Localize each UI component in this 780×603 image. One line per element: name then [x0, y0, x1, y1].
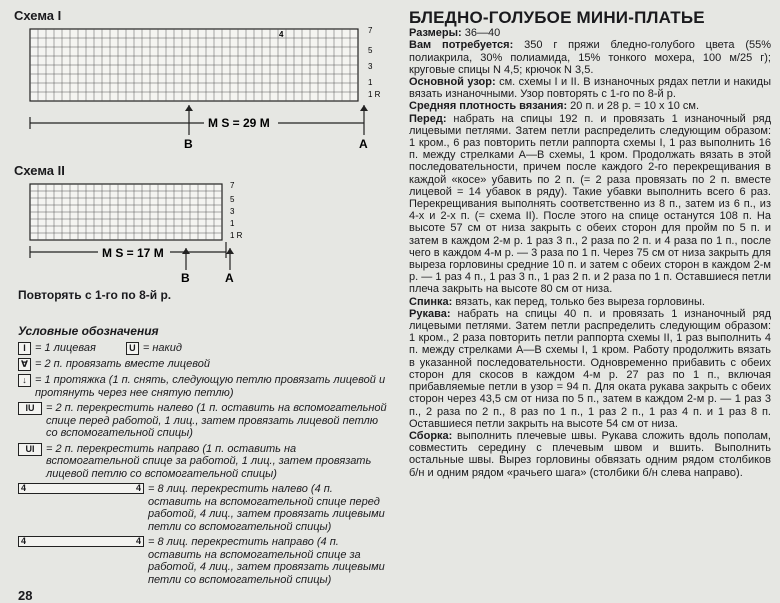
legend-text: = 8 лиц. перекрестить налево (4 п. оставить на вспомогательной спице перед работой, 4 лиц., затем провязать лицевыми петли со вспомогательной спицы) — [148, 483, 385, 533]
legend-row-cross-right-2 — [18, 443, 389, 481]
legend-text: = 2 п. перекрестить направо (1 п. оставить на вспомогательной спице за работой, 1 лиц., затем провязать лицевой петлю со вспомогательной спицы) — [46, 442, 372, 480]
section-materials — [409, 39, 771, 76]
section-main-pattern — [409, 76, 771, 100]
repeat-instruction: Повторять с 1-го по 8-й р. — [18, 288, 172, 302]
section-front — [409, 113, 771, 296]
legend-row-k2tog — [18, 358, 389, 371]
instructions-column — [401, 8, 772, 479]
legend-row-cross-left-2 — [18, 402, 389, 440]
k2tog-icon: ∀ — [18, 358, 31, 371]
legend-text: = 8 лиц. перекрестить направо (4 п. оставить на вспомогательной спице за работой, 4 лиц., затем провязать лицевыми петли со вспомогательной спицы) — [148, 536, 385, 586]
section-heading: Перед: — [409, 112, 447, 125]
cross-left-2-icon: IU — [18, 402, 42, 415]
page-number: 28 — [18, 588, 33, 603]
scheme-2-row-label: 7 — [230, 181, 235, 190]
section-back — [409, 296, 771, 308]
scheme-2-chart — [14, 180, 389, 284]
section-assembly — [409, 430, 771, 479]
scheme-2-label-a: A — [225, 271, 234, 284]
scheme-1-label-a: A — [359, 137, 368, 151]
legend-row-knit-and-yo — [18, 342, 389, 355]
legend-row-cable-left-8 — [18, 483, 389, 533]
scheme-1-row-label: 7 — [368, 26, 373, 35]
legend-row-skp — [18, 374, 389, 399]
legend-text: = 1 лицевая — [35, 342, 96, 354]
scheme-2-label-b: B — [181, 271, 190, 284]
scheme-2-row-label: 1 — [230, 219, 235, 228]
section-heading: Размеры: — [409, 27, 462, 40]
section-heading: Сборка: — [409, 429, 453, 442]
legend-text: = 1 протяжка (1 п. снять, следующую петлю провязать лицевой и протянуть через нее снятую петлю) — [35, 374, 386, 399]
skp-decrease-icon: ↓ — [18, 374, 31, 387]
charts-column — [14, 8, 389, 589]
scheme-1-row-label: 1 — [368, 78, 373, 87]
section-heading: Вам потребуется: — [409, 39, 514, 52]
scheme-1-chart — [14, 25, 389, 151]
section-sleeves — [409, 308, 771, 430]
section-text: 36—40 — [461, 27, 501, 40]
legend-text: = 2 п. перекрестить налево (1 п. оставить на вспомогательной спице перед работой, 1 лиц., затем провязать лицевой петлю со вспомогательной спицы) — [46, 402, 387, 439]
scheme-2-ms-line — [14, 242, 254, 284]
yarn-over-icon: U — [126, 342, 139, 355]
scheme-1-cable-count: 4 — [279, 30, 284, 39]
section-text: 350 г пряжи бледно-голубого цвета (55% полиакрила, 30% полиамида, 15% тонкого мохера, 100 м/25 г); круговые спицы N 4,5; крючок N 3,5. — [409, 39, 771, 76]
cross-right-2-icon: UI — [18, 443, 42, 456]
pattern-title: БЛЕДНО-ГОЛУБОЕ МИНИ-ПЛАТЬЕ — [409, 8, 705, 27]
section-text: выполнить плечевые швы. Рукава сложить вдоль пополам, совместить середину с плечевым швом и вшить. Выполнить остальные швы. Вырез горловины обвязать одним рядом столбиков б/н и одним рядом «рачьего шага» (столбики б/н слева направо). — [409, 429, 771, 479]
section-heading: Средняя плотность вязания: — [409, 100, 568, 113]
section-text: набрать на спицы 192 п. и провязать 1 изнаночный ряд лицевыми петлями. Затем петли распределить следующим образом: 1 кром., 6 раз повторить петли раппорта схемы I, 1 раз выполнить 16 п. между стрелками А—В схемы, 1 кром. Продолжать вязать в этой последовательности, причем после каждого 2-го перекрещивания в каждой «косе» убавить по 2 п. (= 2 раза провязать по 2 п. вместе лицевой = 14 убавок в ряду). Такие убавки выполнить всего 6 раз. Перекрещивания выполнять соответственно из 8 п., затем из 6 п., из 4-х и 2-х п. (= схема II). После этого на спице останутся 108 п. На высоте 57 см от низа закрыть с обеих сторон для пройм по 5 п. и затем в каждом 2-м р. 1 раз 3 п., 2 раза по 2 п. и 4 раза по 1 п., после чего в каждом 4-м р. — 3 раза по 1 п. Через 75 см от низа закрыть для выреза горловины средние 10 п. и затем с обеих сторон в каждом 2-м р. — 1 раз 4 п., 1 раз 3 п., 1 раз 2 п. и 2 раза по 1 п. Оставшиеся петли плеча закрыть на высоте 80 см от низа. — [409, 112, 771, 296]
section-sizes — [409, 27, 771, 39]
section-text: набрать на спицы 40 п. и провязать 1 изнаночный ряд лицевыми петлями. Затем петли распределить следующим образом: 1 кром., 2 раза повторить петли раппорта схемы II, 1 раз выполнить 4 п. между стрелками А—В схемы I, 1 кром. Работу продолжить вязать в указанной последовательности. Одновременно прибавить с обеих сторон для скосов в каждом 4-м р. 27 раз по 1 п., включая прибавляемые петли в узор = 94 п. Для оката рукава закрыть с обеих сторон через 43,5 см от низа по 5 п., затем в каждом 2-м р. — 1 раз 3 п., 2 раза по 2 п., 8 раз по 1 п., 1 раз 2 п., 1 раз 4 п. и 1 раз 8 п. Оставшиеся петли закрыть на высоте 54 см от низа. — [409, 307, 771, 430]
scheme-1-grid — [14, 25, 386, 105]
section-text: 20 п. и 28 р. = 10 х 10 см. — [567, 100, 700, 113]
section-heading: Основной узор: — [409, 76, 496, 89]
scheme-1-ms-line — [14, 105, 386, 151]
scheme-2-row-label: 5 — [230, 195, 235, 204]
section-text: см. схемы I и II. В изнаночных рядах петли и накиды вязать изнаночными. Узор повторять с 1-го по 8-й р. — [409, 76, 772, 101]
scheme-2-row-label: 1 R — [230, 231, 243, 240]
scheme-1-row-label: 1 R — [368, 90, 381, 99]
scheme-1-title: Схема I — [14, 8, 62, 23]
scheme-2-title: Схема II — [14, 163, 65, 178]
legend-row-cable-right-8 — [18, 536, 389, 586]
legend-text: = 2 п. провязать вместе лицевой — [35, 358, 210, 370]
section-text: вязать, как перед, только без выреза горловины. — [452, 295, 705, 308]
scheme-1-label-b: B — [184, 137, 193, 151]
cable-count-label: 4 — [21, 483, 27, 494]
legend-text: = накид — [142, 342, 182, 354]
section-heading: Рукава: — [409, 307, 451, 320]
section-heading: Спинка: — [409, 295, 453, 308]
cable-left-8-icon — [18, 483, 144, 494]
cable-count-label: 4 — [135, 483, 141, 494]
knit-stitch-icon: I — [18, 342, 31, 355]
scheme-2-grid — [14, 180, 254, 242]
scheme-1-row-label: 5 — [368, 46, 373, 55]
cable-count-label: 4 — [21, 536, 27, 547]
scheme-2-ms-label: M S = 17 M — [102, 246, 164, 260]
scheme-1-ms-label: M S = 29 M — [208, 116, 270, 130]
legend-title: Условные обозначения — [18, 324, 159, 338]
section-gauge — [409, 100, 771, 112]
cable-count-label: 4 — [135, 536, 141, 547]
cable-right-8-icon — [18, 536, 144, 547]
scheme-1-row-label: 3 — [368, 62, 373, 71]
scheme-2-row-label: 3 — [230, 207, 235, 216]
